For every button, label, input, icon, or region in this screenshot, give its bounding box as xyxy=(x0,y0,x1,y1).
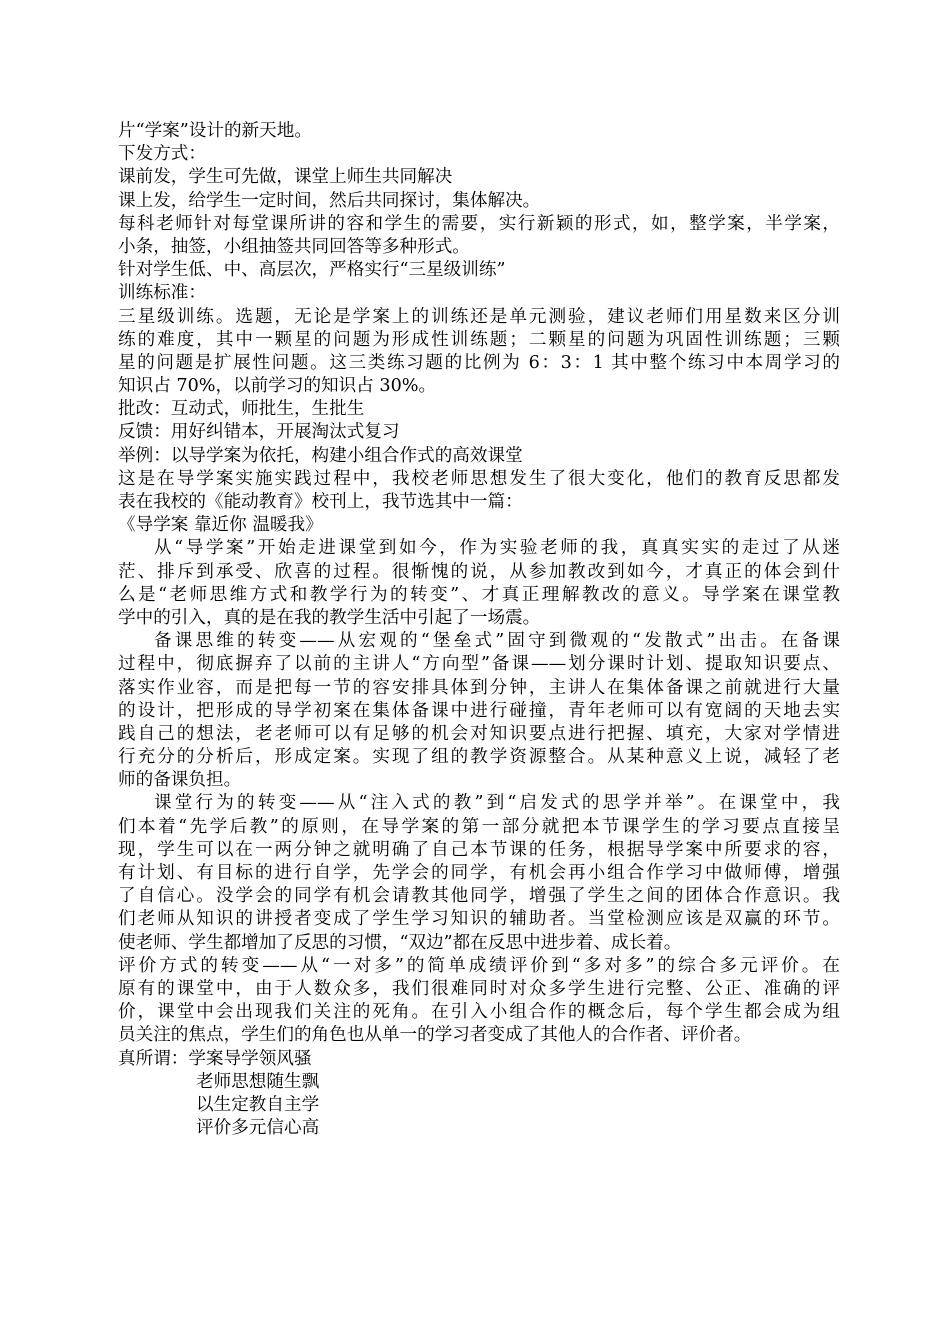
poem-line: 老师思想随生飘 xyxy=(196,1071,320,1092)
text-line: 反馈：用好纠错本，开展淘汰式复习 xyxy=(118,422,400,443)
text-line: 训练标准： xyxy=(118,283,206,304)
text-line: 知识占 70%，以前学习的知识占 30%。 xyxy=(118,376,437,397)
text-line: 每科老师针对每堂课所讲的容和学生的需要，实行新颖的形式，如，整学案，半学案， xyxy=(118,213,840,234)
text-line: 《导学案 靠近你 温暖我》 xyxy=(118,515,323,536)
text-line: 批改：互动式，师批生，生批生 xyxy=(118,399,365,420)
text-line: 这是在导学案实施实践过程中，我校老师思想发生了很大变化，他们的教育反思都发 xyxy=(118,468,840,489)
text-line: 课堂行为的转变——从“注入式的教”到“启发式的思学并举”。在课堂中，我 xyxy=(154,793,840,814)
text-line: 练的难度，其中一颗星的问题为形成性训练题；二颗星的问题为巩固性训练题；三颗 xyxy=(118,329,840,350)
text-line: 课前发，学生可先做，课堂上师生共同解决 xyxy=(118,167,453,188)
text-line: 课上发，给学生一定时间，然后共同探讨，集体解决。 xyxy=(118,190,541,211)
text-line: 针对学生低、中、高层次，严格实行“三星级训练” xyxy=(118,260,506,281)
text-line: 有计划、有目标的进行自学，先学会的同学，有机会再小组合作学习中做师傅，增强 xyxy=(118,863,840,883)
poem-line: 评价多元信心高 xyxy=(196,1118,320,1139)
text-line: 么是“老师思维方式和教学行为的转变”、才真正理解教改的意义。导学案在课堂教 xyxy=(118,584,840,605)
text-line: 们老师从知识的讲授者变成了学生学习知识的辅助者。当堂检测应该是双赢的环节。 xyxy=(118,909,840,930)
text-line: 们本着“先学后教”的原则，在导学案的第一部分就把本节课学生的学习要点直接呈 xyxy=(118,816,840,837)
text-line: 备课思维的转变——从宏观的“堡垒式”固守到微观的“发散式”出击。在备课 xyxy=(154,631,840,652)
text-line: 小条，抽签，小组抽签共同回答等多种形式。 xyxy=(118,236,470,257)
text-line: 三星级训练。选题，无论是学案上的训练还是单元测验，建议老师们用星数来区分训 xyxy=(118,306,840,327)
text-line: 过程中，彻底摒弃了以前的主讲人“方向型”备课——划分课时计划、提取知识要点、 xyxy=(118,654,840,675)
text-line: 师的备课负担。 xyxy=(118,770,242,791)
text-line: 星的问题是扩展性问题。这三类练习题的比例为 6：3：1 其中整个练习中本周学习的 xyxy=(118,352,840,373)
text-line: 行充分的分析后，形成定案。实现了组的教学资源整合。从某种意义上说，减轻了老 xyxy=(118,747,840,768)
text-line: 现，学生可以在一两分钟之就明确了自己本节课的任务，根据导学案中所要求的容， xyxy=(118,839,840,860)
poem-line: 以生定教自主学 xyxy=(196,1094,320,1115)
text-line: 评价方式的转变——从“一对多”的简单成绩评价到“多对多”的综合多元评价。在 xyxy=(118,955,840,976)
closing-poem xyxy=(118,1071,840,1141)
text-line: 价，课堂中会出现我们关注的死角。在引入小组合作的概念后，每个学生都会成为组 xyxy=(118,1002,840,1023)
text-line: 茫、排斥到承受、欣喜的过程。很惭愧的说，从参加教改到如今，才真正的体会到什 xyxy=(118,561,840,582)
text-line: 下发方式： xyxy=(118,144,206,165)
text-line: 学中的引入，真的是在我的教学生活中引起了一场震。 xyxy=(118,607,541,628)
document-page xyxy=(118,120,840,1140)
text-line: 举例：以导学案为依托，构建小组合作式的高效课堂 xyxy=(118,445,523,466)
text-line: 表在我校的《能动教育》校刊上，我节选其中一篇： xyxy=(118,492,523,512)
text-line: 原有的课堂中，由于人数众多，我们很难同时对众多学生进行完整、公正、准确的评 xyxy=(118,978,840,999)
text-line: 从“导学案”开始走进课堂到如今，作为实验老师的我，真真实实的走过了从迷 xyxy=(154,538,840,559)
text-line: 员关注的焦点，学生们的角色也从单一的学习者变成了其他人的合作者、评价者。 xyxy=(118,1025,752,1046)
text-line: 践自己的想法，老老师可以有足够的机会对知识要点进行把握、填充，大家对学情进 xyxy=(118,723,840,744)
text-line: 片“学案”设计的新天地。 xyxy=(118,121,312,141)
text-line: 使老师、学生都增加了反思的习惯，“双边”都在反思中进步着、成长着。 xyxy=(118,932,682,953)
text-line: 的设计，把形成的导学初案在集体备课中进行碰撞，青年老师可以有宽阔的天地去实 xyxy=(118,700,840,721)
document-body xyxy=(118,120,840,1071)
text-line: 了自信心。没学会的同学有机会请教其他同学，增强了学生之间的团体合作意识。我 xyxy=(118,886,840,907)
text-line: 真所谓：学案导学领风骚 xyxy=(118,1048,312,1069)
text-line: 落实作业容，而是把每一节的容安排具体到分钟，主讲人在集体备课之前就进行大量 xyxy=(118,677,840,698)
